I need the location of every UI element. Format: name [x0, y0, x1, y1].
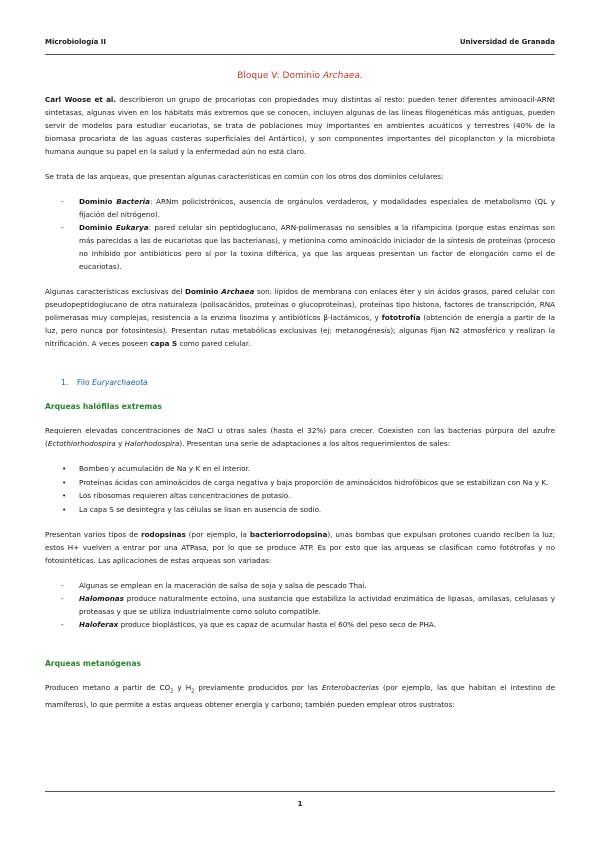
header-subject: Microbiología II: [45, 38, 106, 46]
list-item: - Dominio Eukarya: pared celular sin peptidoglucano, ARN-polimerasas no sensibles a la rifampicina (porque estas enzimas son más parecidas a las de eucariotas que las bacterianas), y metionina como aminoácido iniciador de la síntesis de proteínas (proceso no inhibido por antibióticos pero sí por la toxina diftérica, ya que las arqueas presentan un factor de elongación como el de eucariotas).: [61, 221, 555, 273]
intro-paragraph: Carl Woose et al. describieron un grupo de procariotas con propiedades muy distintas al resto: pueden tener diferentes aminoacil-ARNt sintetasas, algunas viven en los hábitats más extremos que se conocen, incluyen algunas de las líneas filogenéticas más antiguas, pueden servir de modelos para estudiar eucariotas, se trata de poblaciones muy importantes en ambientes acuáticos y terrestres (40% de la biomasa procariota de las aguas costeras superficiales del Antártico), y son componentes importantes del picoplancton y la microbiota humana aunque su papel en la salud y la enfermedad aún no está claro.: [45, 95, 555, 156]
header-university: Universidad de Granada: [459, 38, 555, 46]
page-content: [45, 66, 555, 723]
list-item: - Algunas se emplean en la maceración de salsa de soja y salsa de pescado Thai.: [61, 579, 555, 592]
header-divider: [45, 54, 555, 55]
footer-divider: [45, 791, 555, 792]
page-header: [45, 38, 555, 52]
subheading-halophiles: Arqueas halófilas extremas: [45, 402, 162, 411]
domains-list: [61, 195, 555, 273]
list-item: • La capa S se desintegra y las células se lisan en ausencia de sodio.: [61, 503, 555, 516]
rhodopsin-paragraph: Presentan varios tipos de rodopsinas (por ejemplo, la bacteriorrodopsina), unas bombas que expulsan protones cuando reciben la luz; estos H+ vuelven a entrar por una ATPasa, por lo que se produce ATP. Es por esto que las arqueas se clasifican como fotótrofas y no fotosintéticas. Las aplicaciones de estas arqueas son variadas:: [45, 529, 556, 565]
adaptations-list: [61, 462, 555, 516]
list-item: • Los ribosomas requieren altas concentraciones de potasio.: [61, 489, 555, 502]
halophiles-paragraph: Requieren elevadas concentraciones de NaCl u otras sales (hasta el 32%) para crecer. Coexisten con las bacterias púrpura del azufre (Ectothiorhodospira y Halorhodospira). Presentan una serie de adaptaciones a los altos requerimientos de sales:: [45, 426, 555, 448]
list-item: - Haloferax produce bioplásticos, ya que es capaz de acumular hasta el 60% del peso seco de PHA.: [61, 618, 555, 631]
archaea-features-paragraph: Algunas características exclusivas del Dominio Archaea son: lípidos de membrana con enlaces éter y sin ácidos grasos, pared celular con pseudopeptidoglucano de otra naturaleza (polisacáridos, proteínas o glucoproteínas), proteínas tipo histona, factores de transcripción, RNA polimerasas muy complejas, resistencia a la enzima lisozima y antibióticos β-lactámicos, y fototrofía (obtención de energía a partir de la luz, pero nunca por fotosíntesis). Presentan rutas metabólicas exclusivas (ej: metanogénesis); algunas fijan N2 atmosférico y realizan la nitrificación. A veces poseen capa S como pared celular.: [45, 287, 555, 348]
list-item: • Bombeo y acumulación de Na y K en el interior.: [61, 462, 555, 475]
section-heading-euryarchaeota: 1. Filo Euryarchaeota: [61, 378, 148, 387]
list-item: - Dominio Bacteria: ARNm policistrónicos, ausencia de orgánulos verdaderos, y modalidades especiales de metabolismo (QL y fijación del nitrógeno).: [61, 195, 555, 221]
domains-intro-paragraph: Se trata de las arqueas, que presentan algunas características en común con los otros dos dominios celulares:: [45, 172, 444, 181]
methanogens-paragraph: Producen metano a partir de $CO_2$ y $H_2$ previamente producidos por las Enterobacterias (por ejemplo, las que habitan el intestino de mamíferos), lo que permite a estas arqueas obtener energía y carbono; también pueden emplear otros sustratos:: [45, 682, 555, 709]
page-number: 1: [297, 800, 303, 808]
list-item: - Halomonas produce naturalmente ectoína, una sustancia que estabiliza la actividad enzimática de lipasas, amilasas, celulasas y proteasas y que se utiliza industrialmente como soluto compatible.: [61, 592, 555, 618]
subheading-methanogens: Arqueas metanógenas: [45, 658, 141, 668]
page-title: Bloque V: Dominio Archaea.: [237, 71, 363, 81]
list-item: • Proteínas ácidas con aminoácidos de carga negativa y baja proporción de aminoácidos hidrofóbicos que se estabilizan con Na y K.: [61, 476, 555, 489]
applications-list: [61, 579, 555, 631]
